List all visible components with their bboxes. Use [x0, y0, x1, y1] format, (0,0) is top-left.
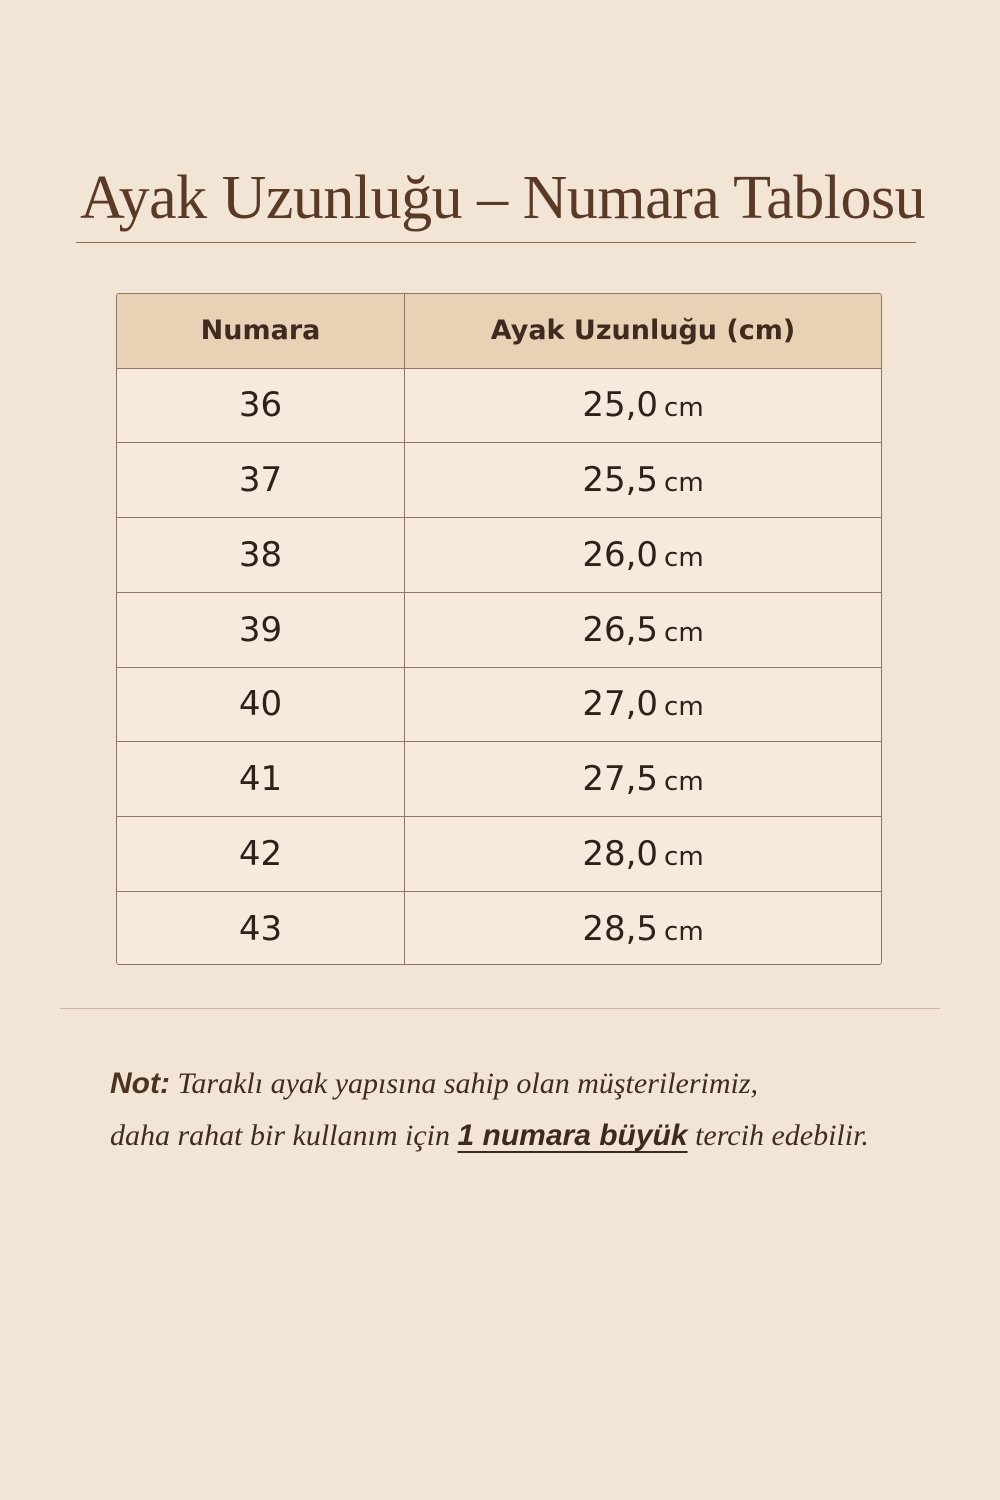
table-row	[117, 518, 881, 593]
size-cell: 42	[117, 817, 405, 892]
length-value: 27,0	[582, 684, 659, 725]
table-row	[117, 592, 881, 667]
size-cell: 40	[117, 667, 405, 742]
note-line-2	[110, 1110, 930, 1162]
note-emphasis: 1 numara büyük	[457, 1119, 688, 1152]
length-unit: cm	[664, 468, 704, 499]
size-cell: 43	[117, 891, 405, 965]
length-value: 26,5	[582, 609, 659, 650]
column-header-length: Ayak Uzunluğu (cm)	[405, 294, 882, 368]
table-row	[117, 443, 881, 518]
note-line-1	[110, 1058, 930, 1110]
note-label: Not:	[110, 1067, 170, 1100]
column-header-size: Numara	[117, 294, 405, 368]
length-value: 28,0	[582, 833, 659, 874]
length-unit: cm	[664, 916, 704, 947]
length-unit: cm	[664, 841, 704, 872]
length-cell	[405, 443, 882, 518]
size-cell: 38	[117, 518, 405, 593]
length-value: 25,5	[582, 460, 659, 501]
length-cell	[405, 667, 882, 742]
length-value: 28,5	[582, 908, 659, 949]
length-cell	[405, 891, 882, 965]
table-row	[117, 368, 881, 443]
length-cell	[405, 742, 882, 817]
length-value: 25,0	[582, 385, 659, 426]
length-unit: cm	[664, 393, 704, 424]
table-header-row	[117, 294, 881, 368]
note-text-3: tercih edebilir.	[695, 1119, 869, 1152]
table-row	[117, 891, 881, 965]
length-cell	[405, 592, 882, 667]
length-cell	[405, 368, 882, 443]
length-unit: cm	[664, 542, 704, 573]
note-text-1: Taraklı ayak yapısına sahip olan müşterilerimiz,	[177, 1067, 759, 1100]
section-divider	[60, 1008, 940, 1009]
length-cell	[405, 817, 882, 892]
table-row	[117, 742, 881, 817]
size-cell: 37	[117, 443, 405, 518]
length-cell	[405, 518, 882, 593]
table-row	[117, 817, 881, 892]
size-table	[116, 293, 882, 965]
length-unit: cm	[664, 617, 704, 648]
table-row	[117, 667, 881, 742]
size-cell: 39	[117, 592, 405, 667]
title-divider	[76, 242, 916, 243]
length-value: 27,5	[582, 759, 659, 800]
note-block	[110, 1058, 930, 1162]
length-unit: cm	[664, 767, 704, 798]
note-text-2: daha rahat bir kullanım için	[110, 1119, 450, 1152]
size-cell: 41	[117, 742, 405, 817]
length-unit: cm	[664, 692, 704, 723]
size-cell: 36	[117, 368, 405, 443]
length-value: 26,0	[582, 534, 659, 575]
page-title: Ayak Uzunluğu – Numara Tablosu	[80, 164, 926, 232]
